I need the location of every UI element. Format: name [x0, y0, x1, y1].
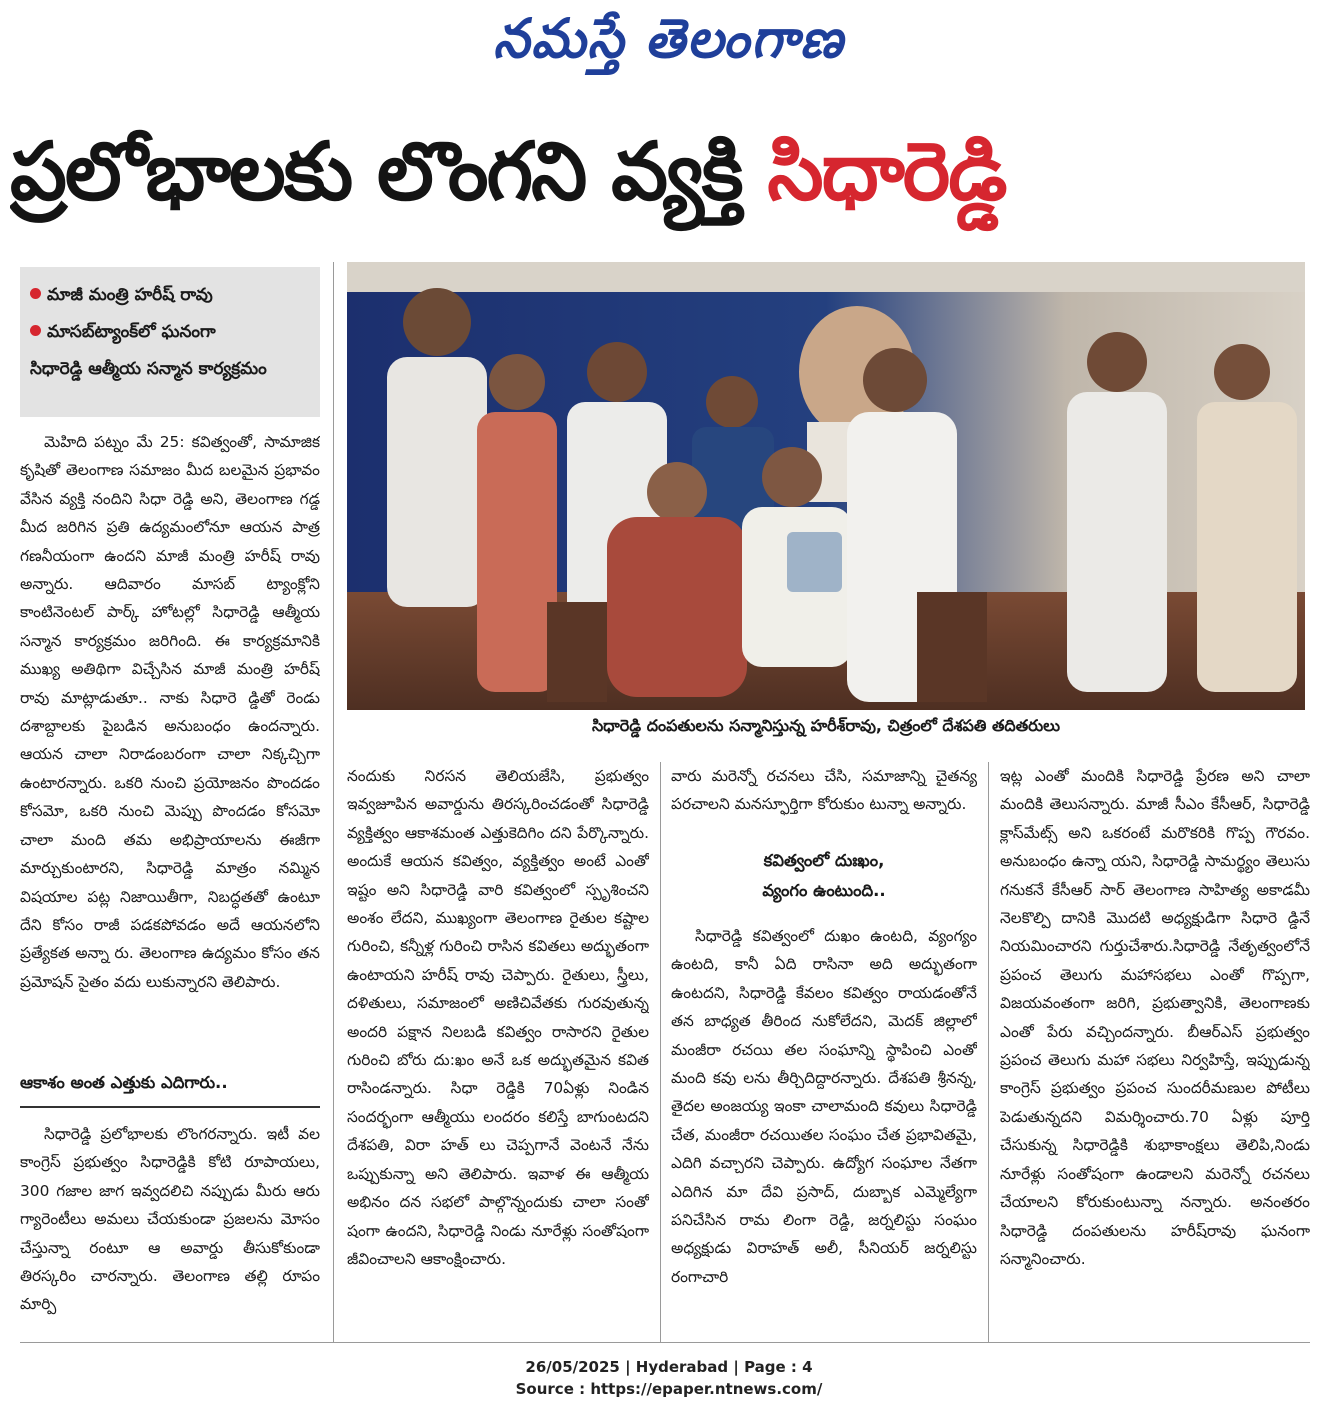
article-paragraph: ఇట్ల ఎంతో మందికి సిధారెడ్డి ప్రేరణ అని చాలా మందికి తెలుసన్నారు. మాజీ సీఎం కేసీఆర్, సిధారెడ్డి క్లాస్‌మేట్స్ అని ఒకరంటే మరొకరికి గొప్ప గౌరవం. అనుబంధం ఉన్నా యని, సిధారెడ్డి సామర్థ్యం తెలుసు గనుకనే కేసీఆర్ సార్ తెలంగాణ సాహిత్య అకాడమీ నెలకొల్పి దానికి మొదటి అధ్యక్షుడిగా సిధారె డ్డినే నియమించారని గుర్తుచేశారు.సిధారెడ్డి నేతృత్వంలోనే ప్రపంచ తెలుగు మహాసభలు ఎంతో గొప్పగా, విజయవంతంగా జరిగి, ప్రభుత్వానికి, తెలంగాణకు ఎంతో పేరు వచ్చిందన్నారు. బీఆర్ఎస్ ప్రభుత్వం ప్రపంచ తెలుగు మహా సభలు నిర్వహిస్తే, ఇప్పుడున్న కాంగ్రెస్ ప్రభుత్వం ప్రపంచ సుందరీమణుల పోటీలు పెడుతున్నదని విమర్శించారు.70 ఏళ్లు పూర్తి చేసుకున్న సిధారెడ్డికి శుభాకాంక్షలు తెలిపి,నిండు నూరేళ్లు సంతోషంగా ఉండాలని మరెన్నో రచనలు చేయాలని కోరుకుంటున్నా నన్నారు. అనంతరం సిధారెడ్డి దంపతులను హరీష్‌రావు ఘనంగా సన్మానించారు. [1000, 767, 1310, 1268]
column-divider [660, 762, 661, 1342]
article-paragraph: సిధారెడ్డి కవిత్వంలో దుఖం ఉంటది, వ్యంగ్యం ఉంటది, కానీ ఏది రాసినా అది అద్భుతంగా ఉంటదని, సిధారెడ్డి కేవలం కవిత్వం రాయడంతోనే తన బాధ్యత తీరింద నుకోలేదని, మెదక్ జిల్లాలో మంజీరా రచయి తల సంఘాన్ని స్థాపించి ఎంతో మంది కవు లను తీర్చిదిద్దారన్నారు. దేశపతి శ్రీనన్న, తైదల అంజయ్య ఇంకా చాలామంది కవులు సిధారెడ్డి చేత, మంజీరా రచయితల సంఘం చేత ప్రభావితమై, ఎదిగి వచ్చారని చెప్పారు. ఉద్యోగ సంఘాల నేతగా ఎదిగిన మా దేవి ప్రసాద్, దుబ్బాక ఎమ్మెల్యేగా పనిచేసిన రామ లింగా రెడ్డి, జర్నలిస్టు సంఘం అధ్యక్షుడు విరాహత్ అలీ, సీనియర్ జర్నలిస్టు రంగాచారి [671, 927, 977, 1286]
subheading: ఆకాశం అంత ఎత్తుకు ఎదిగారు.. [20, 1068, 320, 1108]
article-column-1 [20, 428, 320, 1066]
highlight-item: మాసబ్‌ట్యాంక్‌లో ఘనంగా [30, 314, 310, 351]
ceremony-photo [347, 262, 1305, 710]
subheading-line: కవిత్వంలో దుఃఖం, [763, 851, 885, 870]
masthead-logo [0, 6, 1338, 76]
article-paragraph: వారు మరెన్నో రచనలు చేసి, సమాజాన్ని చైతన్య పరచాలని మనస్ఫూర్తిగా కోరుకుం టున్నా అన్నారు. [671, 767, 977, 814]
column-divider [988, 762, 989, 1342]
column-divider [333, 262, 334, 1342]
subheading-line: వ్యంగం ఉంటుంది.. [762, 881, 886, 900]
bottom-rule [20, 1342, 1310, 1343]
headline-name: సిధారెడ్డి [767, 125, 1006, 218]
subheading [671, 846, 977, 914]
page-footer [0, 1356, 1338, 1400]
news-photo [347, 262, 1305, 710]
source-link[interactable]: Source : https://epaper.ntnews.com/ [515, 1380, 823, 1398]
article-column-4 [1000, 762, 1310, 1334]
highlights-box [20, 267, 320, 417]
article-paragraph: మెహిది పట్నం మే 25: కవిత్వంతో, సామాజిక కృషితో తెలంగాణ సమాజం మీద బలమైన ప్రభావం వేసిన వ్యక్తి నందిని సిధా రెడ్డి అని, తెలంగాణ గడ్డ మీద జరిగిన ప్రతి ఉద్యమంలోనూ ఆయన పాత్ర గణనీయంగా ఉందని మాజీ మంత్రి హరీష్ రావు అన్నారు. ఆదివారం మాసబ్ ట్యాంక్లోని కాంటినెంటల్ పార్క్ హోటల్లో సిధారెడ్డి ఆత్మీయ సన్మాన కార్యక్రమం జరిగింది. ఈ కార్యక్రమానికి ముఖ్య అతిథిగా విచ్చేసిన మాజీ మంత్రి హరీష్ రావు మాట్లాడుతూ.. నాకు సిధారె డ్డితో రెండు దశాబ్దాలకు పైబడిన అనుబంధం ఉందన్నారు. ఆయన చాలా నిరాడంబరంగా చాలా నిక్కచ్చిగా ఉంటారన్నారు. ఒకరి నుంచి ప్రయోజనం పొందడం కోసమో, ఒకరి నుంచి మెప్పు పొందడం కోసమో చాలా మంది తమ అభిప్రాయాలను ఈజీగా మార్చుకుంటారని, సిధారెడ్డి మాత్రం నమ్మిన విషయాల పట్ల నిజాయితీగా, నిబద్ధతతో ఉంటూ దేని కోసం రాజీ పడకపోవడం అదే ఆయనలోని ప్రత్యేకత అన్నా రు. తెలంగాణ ఉద్యమం కోసం తన ప్రమోషన్ సైతం వదు లుకున్నారని తెలిపారు. [20, 433, 320, 991]
article-paragraph: నందుకు నిరసన తెలియజేసి, ప్రభుత్వం ఇవ్వజూపిన అవార్డును తిరస్కరించడంతో సిధారెడ్డి వ్యక్తిత్వం ఆకాశమంత ఎత్తుకెదిగిం దని పేర్కొన్నారు. అందుకే ఆయన కవిత్వం, వ్యక్తిత్వం అంటే ఎంతో ఇష్టం అని సిధారెడ్డి వారి కవిత్వంలో స్పృశించని అంశం లేదని, ముఖ్యంగా తెలంగాణ రైతుల కష్టాల గురించి, కన్నీళ్ల గురించి రాసిన కవితలు అద్భుతంగా ఉంటాయని హరీష్ రావు చెప్పారు. రైతులు, స్త్రీలు, దళితులు, సమాజంలో అణిచివేతకు గురవుతున్న అందరి పక్షాన నిలబడి కవిత్వం రాసారని రైతుల గురించి బోరు దు:ఖం అనే ఒక అద్భుతమైన కవిత రాసిండన్నారు. సిధా రెడ్డికి 70ఏళ్లు నిండిన సందర్భంగా ఆత్మీయు లందరం కలిస్తే బాగుంటదని దేశపతి, విరా హత్ లు చెప్పగానే వెంటనే నేను ఒప్పుకున్నా అని తెలిపారు. ఇవాళ ఈ ఆత్మీయ అభినం దన సభలో పాల్గొన్నందుకు చాలా సంతో షంగా ఉందని, సిధారెడ్డి నిండు నూరేళ్లు సంతోషంగా జీవించాలని ఆకాంక్షించారు. [347, 767, 649, 1268]
photo-caption: సిధారెడ్డి దంపతులను సన్మానిస్తున్న హరీశ్‌రావు, చిత్రంలో దేశపతి తదితరులు [591, 716, 1061, 735]
headline [10, 112, 1328, 242]
highlight-item: మాజీ మంత్రి హరీష్ రావు [30, 277, 310, 314]
article-column-1-continued [20, 1120, 320, 1332]
newspaper-name: నమస్తే తెలంగాణ [493, 6, 845, 70]
bullet-icon [30, 325, 41, 336]
article-column-3-continued [671, 922, 977, 1334]
highlight-item: సిధారెడ్డి ఆత్మీయ సన్మాన కార్యక్రమం [30, 359, 267, 379]
dateline: 26/05/2025 | Hyderabad | Page : 4 [525, 1358, 813, 1376]
headline-text: ప్రలోభాలకు లొంగని వ్యక్తి [10, 125, 768, 218]
article-column-2 [347, 762, 649, 1334]
article-paragraph: సిధారెడ్డి ప్రలోభాలకు లొంగరన్నారు. ఇటీ వల కాంగ్రెస్ ప్రభుత్వం సిధారెడ్డికి కోటి రూపాయలు, 300 గజాల జాగ ఇవ్వదలిచి నప్పుడు మీరు ఆరు గ్యారెంటీలు అమలు చేయకుండా ప్రజలను మోసం చేస్తున్నా రంటూ ఆ అవార్డు తీసుకోకుండా తిరస్కరిం చారన్నారు. తెలంగాణ తల్లి రూపం మార్పి [20, 1125, 320, 1314]
bullet-icon [30, 288, 41, 299]
article-column-3 [671, 762, 977, 846]
